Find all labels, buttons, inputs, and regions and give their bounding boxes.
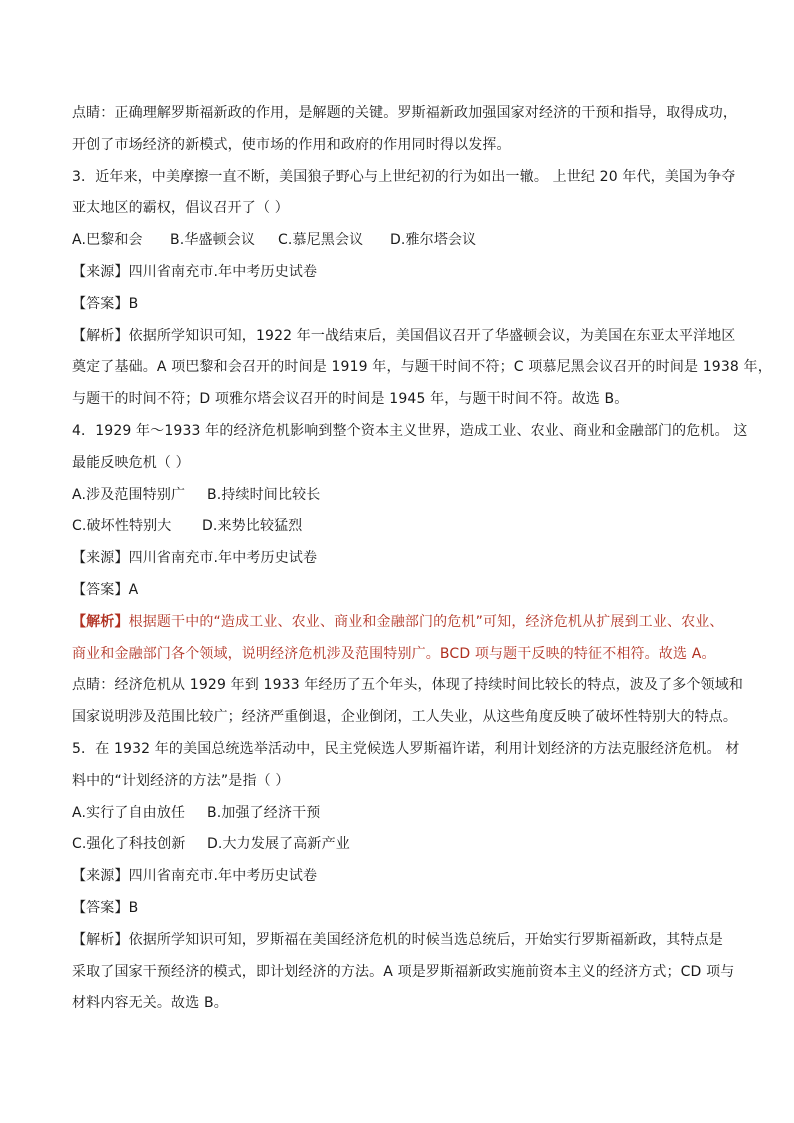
question-4-note: 国家说明涉及范围比较广；经济严重倒退，企业倒闭，工人失业，从这些角度反映了破坏性特别大的特点。	[72, 709, 738, 726]
note-line: 点睛：正确理解罗斯福新政的作用，是解题的关键。罗斯福新政加强国家对经济的干预和指导，取得成功，	[72, 105, 738, 121]
question-5-options	[72, 798, 724, 830]
document-body	[72, 98, 772, 1020]
question-5-source: 【来源】四川省南充市.年中考历史试卷	[72, 868, 318, 885]
question-5-stem: 料中的“计划经济的方法”是指（ ）	[72, 772, 290, 789]
option-d: D.雅尔塔会议	[390, 232, 477, 249]
question-5-analysis: 采取了国家干预经济的模式，即计划经济的方法。A 项是罗斯福新政实施前资本主义的经济方式；CD 项与	[72, 963, 735, 980]
option-d: D.大力发展了高新产业	[207, 836, 350, 853]
analysis-tag: 【解析】	[72, 613, 129, 630]
question-5-stem: 5．在 1932 年的美国总统选举活动中，民主党候选人罗斯福许诺，利用计划经济的方法克服经济危机。 材	[72, 740, 740, 757]
analysis-text: 根据题干中的“造成工业、农业、商业和金融部门的危机”可知，经济危机从扩展到工业、农业、	[128, 613, 724, 630]
question-4-analysis	[72, 607, 724, 639]
question-4-stem: 最能反映危机（ ）	[72, 454, 190, 471]
question-3-answer: 【答案】B	[72, 295, 139, 312]
question-5-analysis: 材料内容无关。故选 B。	[72, 995, 228, 1012]
question-3-stem: 3．近年来，中美摩擦一直不断，美国狼子野心与上世纪初的行为如出一辙。 上世纪 20 年代，美国为争夺	[72, 168, 736, 185]
question-3-source: 【来源】四川省南充市.年中考历史试卷	[72, 263, 318, 280]
option-a: A.涉及范围特别广	[72, 486, 186, 503]
question-3-options	[72, 225, 724, 257]
question-3-analysis: 【解析】依据所学知识可知，1922 年一战结束后，美国倡议召开了华盛顿会议，为美国在东亚太平洋地区	[72, 327, 736, 344]
option-b: B.华盛顿会议	[170, 232, 256, 249]
question-5-analysis: 【解析】依据所学知识可知，罗斯福在美国经济危机的时候当选总统后，开始实行罗斯福新政，其特点是	[72, 931, 723, 948]
option-c: C.破坏性特别大	[72, 518, 172, 535]
option-c: C.慕尼黑会议	[278, 232, 364, 249]
question-5-options	[72, 829, 724, 861]
option-b: B.持续时间比较长	[207, 486, 321, 503]
question-3-analysis: 与题干的时间不符；D 项雅尔塔会议召开的时间是 1945 年，与题干时间不符。故选 B。	[72, 391, 629, 408]
question-4-analysis: 商业和金融部门各个领域，说明经济危机涉及范围特别广。BCD 项与题干反映的特征不相符。故选 A。	[72, 645, 716, 662]
question-3-analysis: 奠定了基础。A 项巴黎和会召开的时间是 1919 年，与题干时间不符；C 项慕尼黑会议召开的时间是 1938 年，	[72, 359, 772, 376]
option-a: A.实行了自由放任	[72, 804, 186, 821]
question-4-note: 点睛：经济危机从 1929 年到 1933 年经历了五个年头，体现了持续时间比较长的特点，波及了多个领域和	[72, 677, 744, 694]
question-4-answer: 【答案】A	[72, 581, 139, 598]
question-4-source: 【来源】四川省南充市.年中考历史试卷	[72, 550, 318, 567]
question-3-stem: 亚太地区的霸权，倡议召开了（ ）	[72, 200, 289, 217]
option-c: C.强化了科技创新	[72, 836, 186, 853]
option-d: D.来势比较猛烈	[202, 518, 303, 535]
question-4-options	[72, 511, 724, 543]
option-a: A.巴黎和会	[72, 232, 143, 249]
question-4-options	[72, 480, 724, 512]
question-4-stem: 4．1929 年～1933 年的经济危机影响到整个资本主义世界，造成工业、农业、商业和金融部门的危机。 这	[72, 422, 748, 439]
note-line: 开创了市场经济的新模式，使市场的作用和政府的作用同时得以发挥。	[72, 136, 511, 153]
question-5-answer: 【答案】B	[72, 899, 139, 916]
option-b: B.加强了经济干预	[207, 804, 321, 821]
